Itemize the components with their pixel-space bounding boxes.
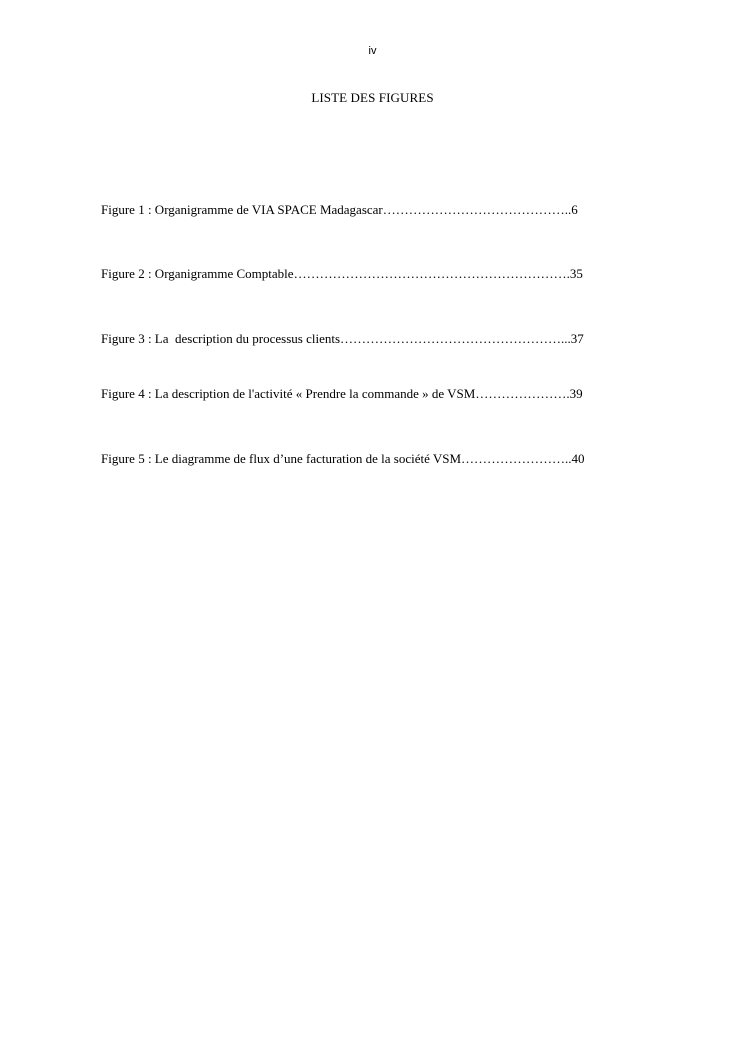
toc-entry-label: Figure 3 : La description du processus clients (101, 331, 341, 346)
toc-page-number: 35 (569, 266, 583, 281)
toc-leader-dots: ……………………………………………... (340, 331, 571, 346)
toc-leader-dots: ………………………………………………………. (293, 266, 570, 281)
toc-entry-figure-1 (88, 186, 578, 234)
page-number: iv (368, 45, 377, 57)
toc-entry-figure-5 (88, 435, 585, 483)
page-title: LISTE DES FIGURES (311, 90, 434, 105)
toc-entry-label: Figure 2 : Organigramme Comptable (101, 266, 294, 281)
toc-entry-figure-4 (88, 370, 583, 418)
toc-leader-dots: …………………. (475, 386, 570, 401)
toc-leader-dots: …………………………………….. (382, 202, 572, 217)
toc-entry-label: Figure 1 : Organigramme de VIA SPACE Madagascar (101, 202, 383, 217)
toc-leader-dots: …………………….. (461, 451, 572, 466)
toc-page-number: 37 (570, 331, 584, 346)
toc-page-number: 40 (571, 451, 585, 466)
toc-entry-figure-3 (88, 315, 584, 363)
toc-entry-figure-2 (88, 250, 583, 298)
toc-entry-label: Figure 5 : Le diagramme de flux d’une facturation de la société VSM (101, 451, 462, 466)
toc-entry-label: Figure 4 : La description de l'activité « Prendre la commande » de VSM (101, 386, 476, 401)
toc-page-number: 39 (569, 386, 583, 401)
toc-page-number: 6 (571, 202, 578, 217)
